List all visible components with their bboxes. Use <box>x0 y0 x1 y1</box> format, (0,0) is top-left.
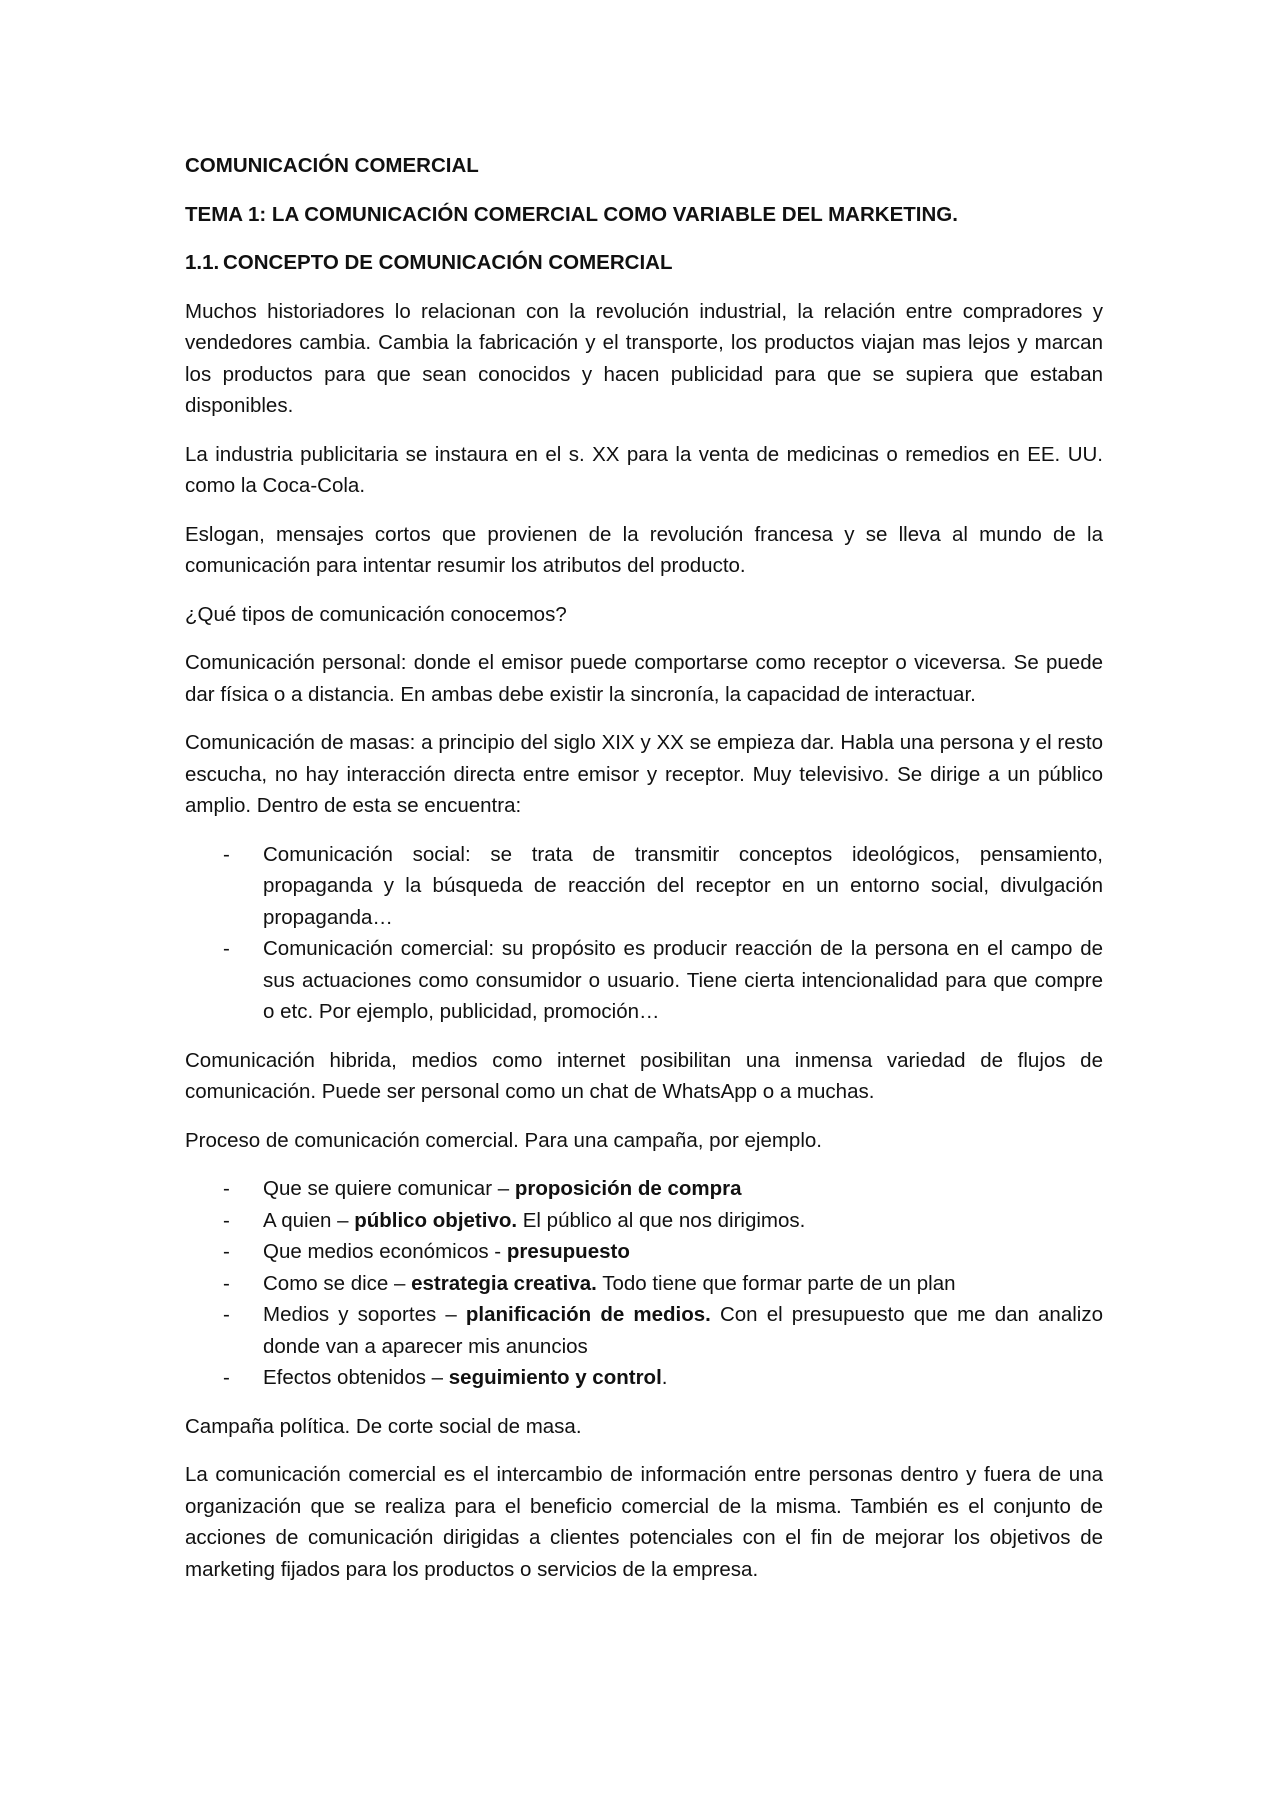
list-item-bold: público objetivo. <box>354 1208 518 1232</box>
list-item <box>185 1173 1103 1205</box>
bullet-dash: - <box>223 1366 230 1389</box>
section-title: CONCEPTO DE COMUNICACIÓN COMERCIAL <box>223 251 673 274</box>
paragraph-pregunta: ¿Qué tipos de comunicación conocemos? <box>185 602 567 626</box>
list-item-post: Con el presupuesto que me dan analizo donde van a aparecer mis anuncios <box>263 1303 1103 1358</box>
list-item <box>185 1299 1103 1362</box>
bullet-dash: - <box>223 1177 230 1200</box>
list-item <box>185 1205 1103 1237</box>
paragraph-proceso: Proceso de comunicación comercial. Para una campaña, por ejemplo. <box>185 1128 822 1152</box>
bullet-dash: - <box>223 1208 230 1232</box>
list-item-pre: A quien – <box>263 1208 355 1232</box>
document-title: COMUNICACIÓN COMERCIAL <box>185 154 479 177</box>
bullet-dash: - <box>223 1271 230 1295</box>
list-item-bold: estrategia creativa. <box>411 1271 597 1295</box>
list-item-pre: Que medios económicos - <box>263 1240 507 1263</box>
list-masas <box>185 839 1103 1028</box>
list-item-bold: seguimiento y control <box>448 1366 662 1389</box>
list-item <box>185 1236 1103 1268</box>
paragraph-definicion: La comunicación comercial es el intercambio de información entre personas dentro y fuera de una organización que se realiza para el beneficio comercial de la misma. También es el conjunto de acciones de comunicación dirigidas a clientes potenciales con el fin de mejorar los objetivos de marketing fijados para los productos o servicios de la empresa. <box>185 1463 1103 1581</box>
list-item-pre: Efectos obtenidos – <box>263 1366 449 1389</box>
paragraph-campana: Campaña política. De corte social de masa. <box>185 1414 582 1438</box>
list-item-pre: Medios y soportes – <box>263 1303 466 1326</box>
list-item <box>185 933 1103 1028</box>
list-item-text: Comunicación comercial: su propósito es producir reacción de la persona en el campo de sus actuaciones como consumidor o usuario. Tiene cierta intencionalidad para que compre o etc. Por ejemplo, publicidad, promoción… <box>263 937 1103 1023</box>
paragraph-hibrida: Comunicación hibrida, medios como internet posibilitan una inmensa variedad de flujos de comunicación. Puede ser personal como un chat de WhatsApp o a muchas. <box>185 1048 1103 1103</box>
list-item-bold: presupuesto <box>506 1240 630 1263</box>
list-item-text: Comunicación social: se trata de transmitir conceptos ideológicos, pensamiento, propaganda y la búsqueda de reacción del receptor en un entorno social, divulgación propaganda… <box>263 842 1103 929</box>
tema-heading: TEMA 1: LA COMUNICACIÓN COMERCIAL COMO VARIABLE DEL MARKETING. <box>185 202 958 226</box>
bullet-dash: - <box>223 842 230 866</box>
section-heading <box>185 247 1103 279</box>
paragraph-personal: Comunicación personal: donde el emisor puede comportarse como receptor o viceversa. Se puede dar física o a distancia. En ambas debe existir la sincronía, la capacidad de interactuar. <box>185 651 1103 706</box>
list-item <box>185 1268 1103 1300</box>
list-proceso <box>185 1173 1103 1394</box>
list-item-post: El público al que nos dirigimos. <box>517 1208 806 1232</box>
list-item-post: . <box>661 1366 668 1389</box>
list-item-bold: planificación de medios. <box>465 1303 711 1326</box>
paragraph-historia: Muchos historiadores lo relacionan con la revolución industrial, la relación entre compradores y vendedores cambia. Cambia la fabricación y el transporte, los productos viajan mas lejos y marcan los productos para que sean conocidos y hacen publicidad para que se supiera que estaban disponibles. <box>185 299 1103 417</box>
bullet-dash: - <box>223 1303 230 1326</box>
bullet-dash: - <box>223 937 230 960</box>
list-item-pre: Que se quiere comunicar – <box>263 1177 515 1200</box>
list-item-bold: proposición de compra <box>514 1177 742 1200</box>
paragraph-eslogan: Eslogan, mensajes cortos que provienen de la revolución francesa y se lleva al mundo de la comunicación para intentar resumir los atributos del producto. <box>185 522 1103 577</box>
list-item <box>185 1362 1103 1394</box>
paragraph-industria: La industria publicitaria se instaura en el s. XX para la venta de medicinas o remedios en EE. UU. como la Coca-Cola. <box>185 442 1103 497</box>
list-item-post: Todo tiene que formar parte de un plan <box>596 1271 956 1295</box>
document-page <box>185 150 1103 1602</box>
list-item-pre: Como se dice – <box>263 1271 412 1295</box>
paragraph-masas: Comunicación de masas: a principio del siglo XIX y XX se empieza dar. Habla una persona y el resto escucha, no hay interacción directa entre emisor y receptor. Muy televisivo. Se dirige a un público amplio. Dentro de esta se encuentra: <box>185 731 1103 817</box>
list-item <box>185 839 1103 934</box>
bullet-dash: - <box>223 1240 230 1263</box>
section-number: 1.1. <box>185 251 220 274</box>
